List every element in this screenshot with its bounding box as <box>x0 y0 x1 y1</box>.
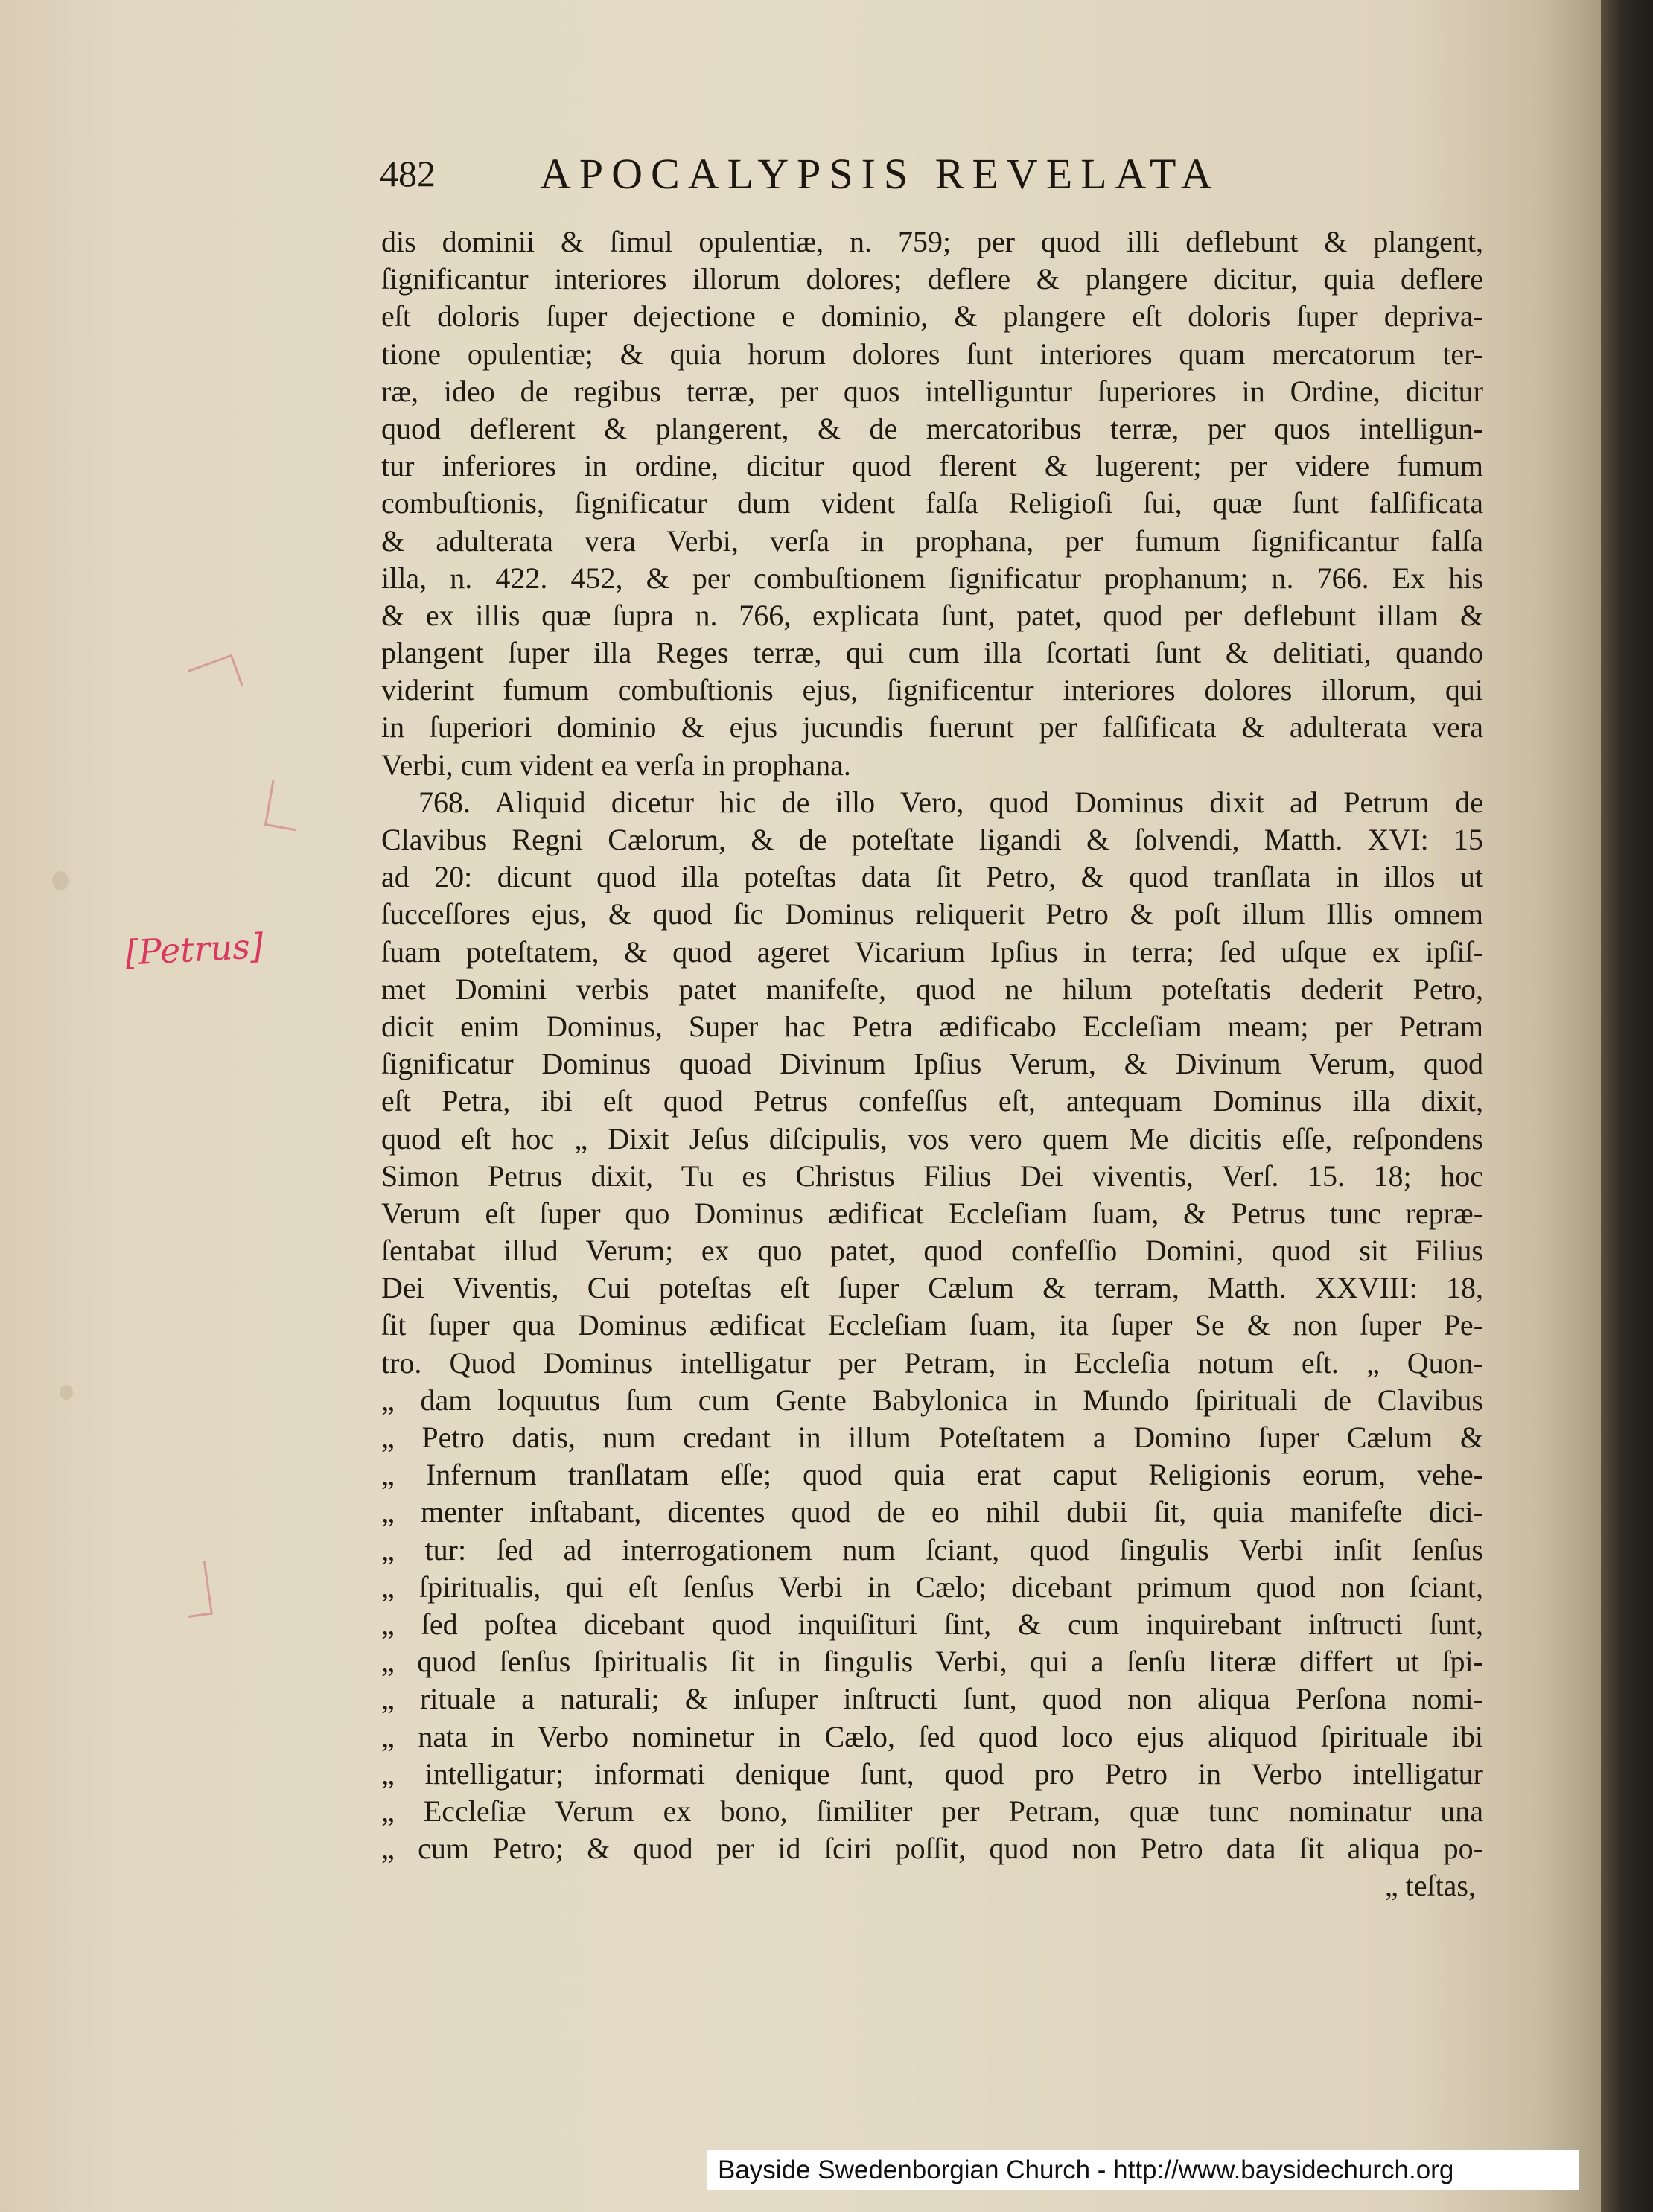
text-line: ræ, ideo de regibus terræ, per quos intelliguntur ſuperiores in Ordine, dicitur <box>381 374 1483 408</box>
quoted-line: „ rituale a naturali; & inſuper inſtructi ſunt, quod non aliqua Perſona nomi- <box>381 1682 1483 1716</box>
text-line: Verum eſt ſuper quo Dominus ædificat Eccleſiam ſuam, & Petrus tunc repræ- <box>381 1196 1483 1230</box>
text-line: plangent ſuper illa Reges terræ, qui cum illa ſcortati ſunt & delitiati, quando <box>381 636 1483 670</box>
quoted-line: „ ſpiritualis, qui eſt ſenſus Verbi in Cælo; dicebant primum quod non ſciant, <box>381 1569 1483 1604</box>
text-line: eſt doloris ſuper dejectione e dominio, & plangere eſt doloris ſuper depriva- <box>381 299 1483 334</box>
text-line: ſignificatur Dominus quoad Divinum Ipſius Verum, & Divinum Verum, quod <box>381 1047 1483 1081</box>
text-line: met Domini verbis patet manifeſte, quod ne hilum poteſtatis dederit Petro, <box>381 972 1483 1006</box>
source-watermark: Bayside Swedenborgian Church - http://www.baysidechurch.org <box>707 2150 1579 2190</box>
quoted-line: „ tur: ſed ad interrogationem num ſciant, quod ſingulis Verbi inſit ſenſus <box>381 1532 1483 1566</box>
text-line: quod eſt hoc „ Dixit Jeſus diſcipulis, vos vero quem Me dicitis eſſe, reſpondens <box>381 1121 1483 1156</box>
quoted-line: „ cum Petro; & quod per id ſciri poſſit, quod non Petro data ſit aliqua po- <box>381 1832 1483 1866</box>
text-line: Simon Petrus dixit, Tu es Christus Filius Dei viventis, Verſ. 15. 18; hoc <box>381 1158 1483 1193</box>
text-line: ſucceſſores ejus, & quod ſic Dominus reliquerit Petro & poſt illum Illis omnem <box>381 897 1483 931</box>
text-line: viderint fumum combuſtionis ejus, ſignificentur interiores dolores illorum, qui <box>381 673 1483 707</box>
book-spine-edge <box>1601 0 1653 2212</box>
text-line: ad 20: dicunt quod illa poteſtas data ſit Petro, & quod tranſlata in illos ut <box>381 860 1483 894</box>
text-line: in ſuperiori dominio & ejus jucundis fuerunt per falſificata & adulterata vera <box>381 710 1483 745</box>
text-line: & adulterata vera Verbi, verſa in prophana, per fumum ſignificantur falſa <box>381 523 1483 558</box>
text-line: ſuam poteſtatem, & quod ageret Vicarium Ipſius in terra; ſed uſque ex ipſiſ- <box>381 934 1483 969</box>
faint-pencil-mark <box>181 1561 213 1618</box>
faint-bracket-mark <box>188 654 243 702</box>
text-line: dicit enim Dominus, Super hac Petra ædificabo Eccleſiam meam; per Petram <box>381 1009 1483 1043</box>
quoted-line: „ Petro datis, num credant in illum Poteſtatem a Domino ſuper Cælum & <box>381 1421 1483 1454</box>
quoted-line: „ dam loquutus ſum cum Gente Babylonica in Mundo ſpirituali de Clavibus <box>381 1383 1483 1417</box>
quoted-line: „ ſed poſtea dicebant quod inquiſituri ſint, & cum inquirebant inſtructi ſunt, <box>381 1607 1483 1641</box>
quoted-line: „ intelligatur; informati denique ſunt, quod pro Petro in Verbo intelligatur <box>381 1756 1483 1791</box>
text-line: ſentabat illud Verum; ex quo patet, quod confeſſio Domini, quod sit Filius <box>381 1234 1483 1268</box>
quoted-line: „ quod ſenſus ſpiritualis ſit in ſingulis Verbi, qui a ſenſu literæ differt ut ſpi- <box>381 1645 1483 1679</box>
text-line: eſt Petra, ibi eſt quod Petrus confeſſus eſt, antequam Dominus illa dixit, <box>381 1084 1483 1118</box>
text-line: Verbi, cum vident ea verſa in prophana. <box>381 748 851 782</box>
body-text <box>381 223 1483 1905</box>
text-line: combuſtionis, ſignificatur dum vident falſa Religioſi ſui, quæ ſunt falſificata <box>381 486 1483 520</box>
paragraph-start-line: 768. Aliquid dicetur hic de illo Vero, quod Dominus dixit ad Petrum de <box>418 785 1483 819</box>
text-line: Dei Viventis, Cui poteſtas eſt ſuper Cælum & terram, Matth. XXVIII: 18, <box>381 1271 1483 1305</box>
text-line: ſit ſuper qua Dominus ædificat Eccleſiam ſuam, ita ſuper Se & non ſuper Pe- <box>381 1308 1483 1342</box>
page-header <box>380 149 1445 208</box>
text-line: tro. Quod Dominus intelligatur per Petram, in Eccleſia notum eſt. „ Quon- <box>381 1345 1483 1380</box>
text-line: dis dominii & ſimul opulentiæ, n. 759; per quod illi deflebunt & plangent, <box>381 225 1483 258</box>
paper-stain <box>52 871 69 890</box>
quoted-line: „ Eccleſiæ Verum ex bono, ſimiliter per Petram, quæ tunc nominatur una <box>381 1794 1483 1828</box>
text-line: illa, n. 422. 452, & per combuſtionem ſignificatur prophanum; n. 766. Ex his <box>381 561 1483 595</box>
page-number: 482 <box>380 153 436 194</box>
quoted-line: „ nata in Verbo nominetur in Cælo, ſed quod loco ejus aliquod ſpirituale ibi <box>381 1719 1483 1753</box>
text-line: tur inferiores in ordine, dicitur quod flerent & lugerent; per videre fumum <box>381 449 1483 483</box>
quoted-line: „ Infernum tranſlatam eſſe; quod quia erat caput Religionis eorum, vehe- <box>381 1458 1483 1492</box>
handwritten-margin-note: [Petrus] <box>124 925 265 973</box>
text-line: tione opulentiæ; & quia horum dolores ſunt interiores quam mercatorum ter- <box>381 337 1483 371</box>
faint-pencil-mark <box>264 780 304 832</box>
text-line: ſignificantur interiores illorum dolores; deflere & plangere dicitur, quia deflere <box>381 262 1483 296</box>
paper-stain <box>60 1385 73 1400</box>
text-line: Clavibus Regni Cælorum, & de poteſtate ligandi & ſolvendi, Matth. XVI: 15 <box>381 823 1483 856</box>
running-title: APOCALYPSIS REVELATA <box>540 150 1220 198</box>
text-line: & ex illis quæ ſupra n. 766, explicata ſunt, patet, quod per deflebunt illam & <box>381 598 1483 632</box>
quoted-line: „ menter inſtabant, dicentes quod de eo nihil dubii ſit, quia manifeſte dici- <box>381 1495 1483 1529</box>
text-line: quod deflerent & plangerent, & de mercatoribus terræ, per quos intelligun- <box>381 411 1483 445</box>
catchword-line: „ teſtas, <box>1384 1869 1476 1903</box>
